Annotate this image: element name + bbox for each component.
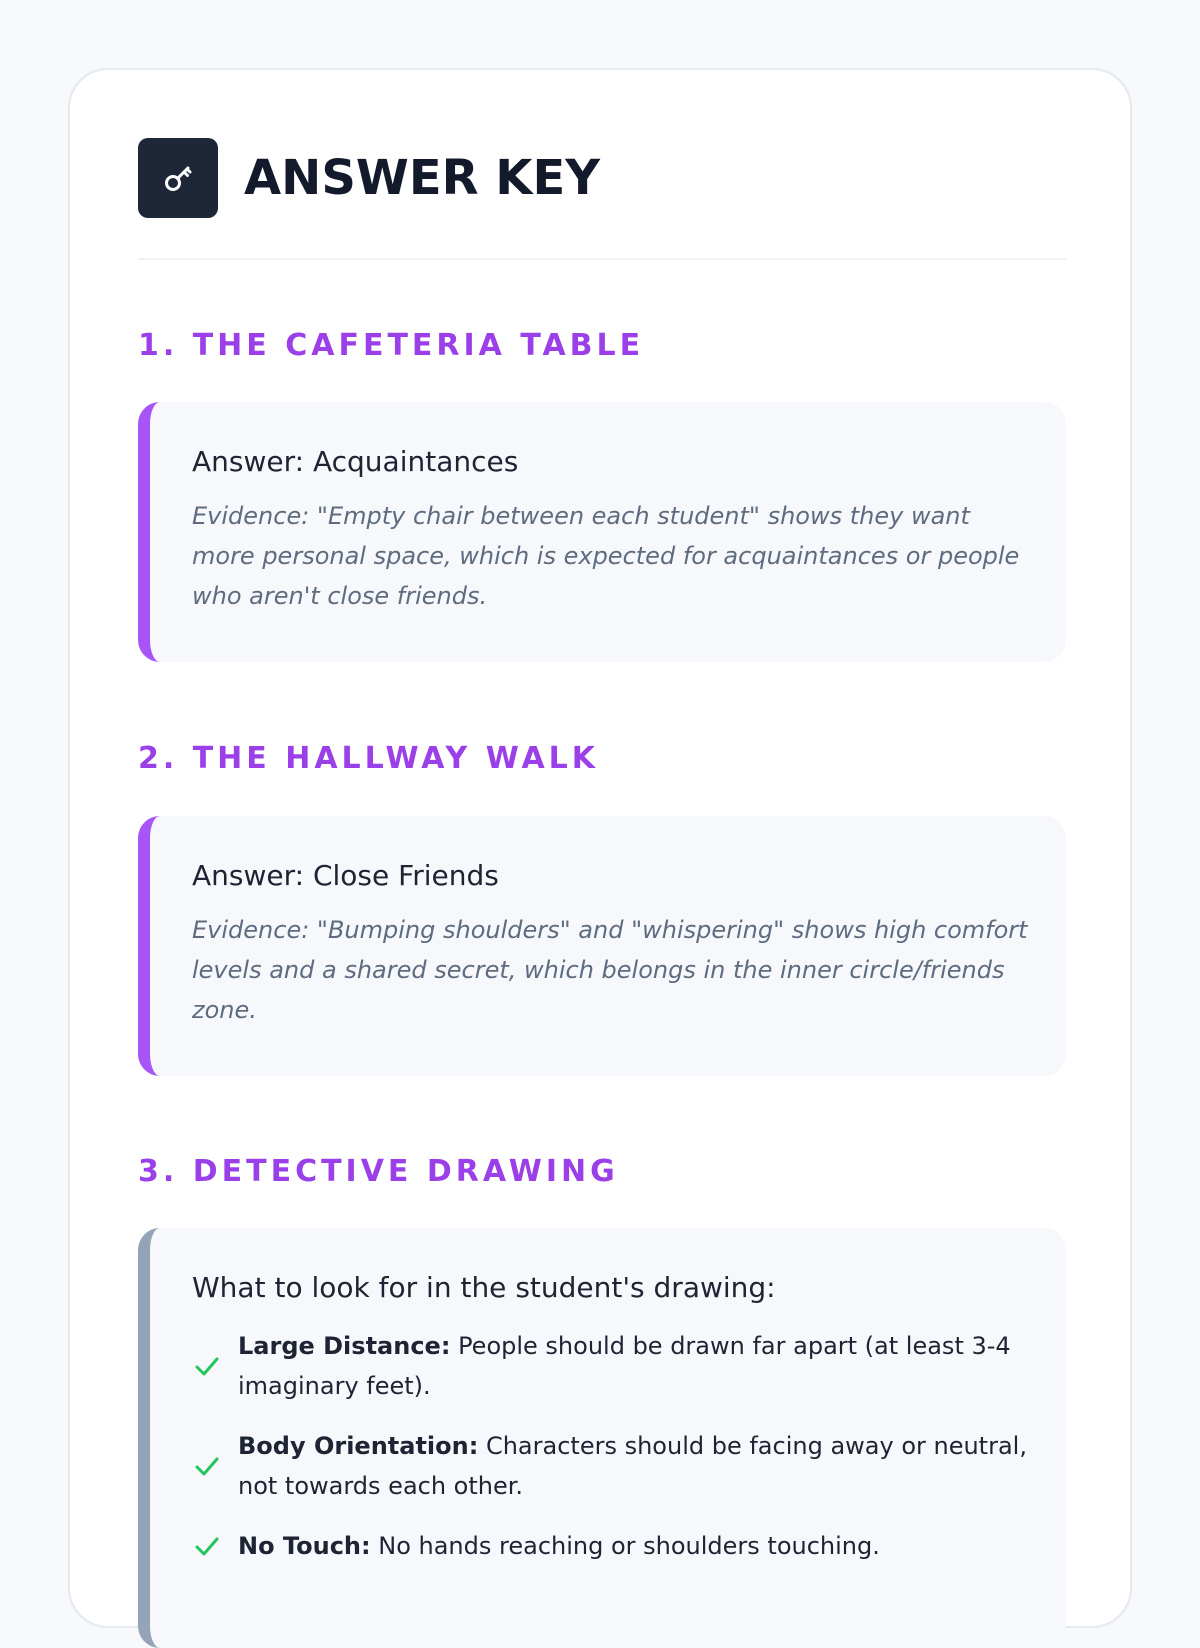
key-badge	[138, 138, 218, 218]
page-title: ANSWER KEY	[244, 150, 601, 206]
checklist-item-label: Body Orientation:	[238, 1432, 479, 1460]
checklist-item-text	[238, 1426, 1030, 1506]
answer-key-card	[68, 68, 1132, 1628]
header	[138, 138, 600, 218]
drawing-prompt: What to look for in the student's drawing:	[192, 1271, 776, 1304]
section-heading-drawing: 3. DETECTIVE DRAWING	[138, 1154, 619, 1189]
answer-box-drawing	[138, 1228, 1066, 1648]
checklist-item	[192, 1426, 1030, 1506]
section-heading-hallway: 2. THE HALLWAY WALK	[138, 741, 600, 776]
checklist-item-text	[238, 1526, 880, 1566]
header-divider	[138, 258, 1066, 260]
checklist-item-label: No Touch:	[238, 1532, 371, 1560]
answer-box-cafeteria	[138, 402, 1066, 662]
drawing-checklist	[192, 1326, 1030, 1566]
check-icon	[192, 1451, 222, 1481]
evidence-text: Evidence: "Empty chair between each student" shows they want more personal space, which is expected for acquaintances or people who aren't close friends.	[192, 502, 1020, 610]
answer-text: Answer: Acquaintances	[192, 445, 519, 478]
evidence-text: Evidence: "Bumping shoulders" and "whispering" shows high comfort levels and a shared secret, which belongs in the inner circle/friends zone.	[192, 916, 1028, 1024]
checklist-item-desc: People should be drawn far apart (at least 3-4 imaginary feet).	[238, 1332, 1011, 1400]
section-heading-cafeteria: 1. THE CAFETERIA TABLE	[138, 328, 645, 363]
checklist-item-label: Large Distance:	[238, 1332, 451, 1360]
checklist-item-text	[238, 1326, 1030, 1406]
checklist-item-desc: Characters should be facing away or neutral, not towards each other.	[238, 1432, 1027, 1500]
key-icon	[158, 158, 198, 198]
check-icon	[192, 1531, 222, 1561]
answer-text: Answer: Close Friends	[192, 859, 499, 892]
checklist-item-desc: No hands reaching or shoulders touching.	[370, 1532, 880, 1560]
check-icon	[192, 1351, 222, 1381]
checklist-item	[192, 1526, 1030, 1566]
answer-box-hallway	[138, 816, 1066, 1076]
checklist-item	[192, 1326, 1030, 1406]
